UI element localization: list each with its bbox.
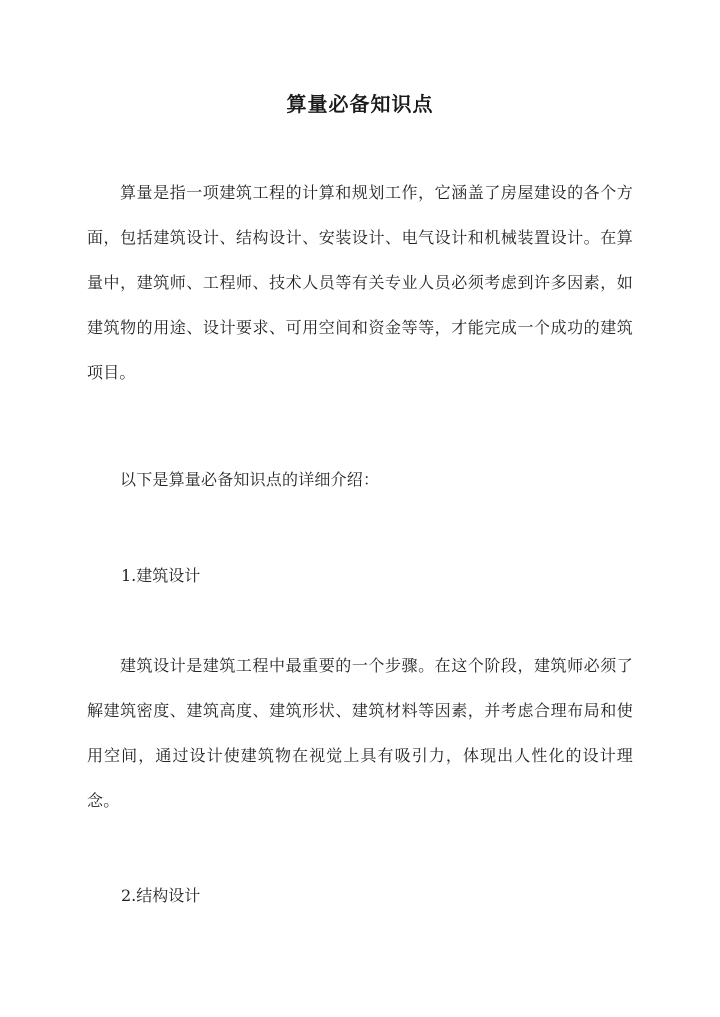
section-heading-architectural-design: 1.建筑设计 [121,566,201,585]
overview-paragraph: 以下是算量必备知识点的详细介绍： [120,470,380,489]
architectural-design-paragraph: 建筑设计是建筑工程中最重要的一个步骤。在这个阶段，建筑师必须了解建筑密度、建筑高度、建筑形状、建筑材料等因素，并考虑合理布局和使用空间，通过设计使建筑物在视觉上具有吸引力，体现出人性化的设计理念。 [87,656,633,810]
section-heading-structural-design: 2.结构设计 [121,886,201,905]
intro-paragraph: 算量是指一项建筑工程的计算和规划工作，它涵盖了房屋建设的各个方面，包括建筑设计、结构设计、安装设计、电气设计和机械装置设计。在算量中，建筑师、工程师、技术人员等有关专业人员必须考虑到许多因素，如建筑物的用途、设计要求、可用空间和资金等等，才能完成一个成功的建筑项目。 [87,183,633,382]
document-title: 算量必备知识点 [286,92,434,116]
